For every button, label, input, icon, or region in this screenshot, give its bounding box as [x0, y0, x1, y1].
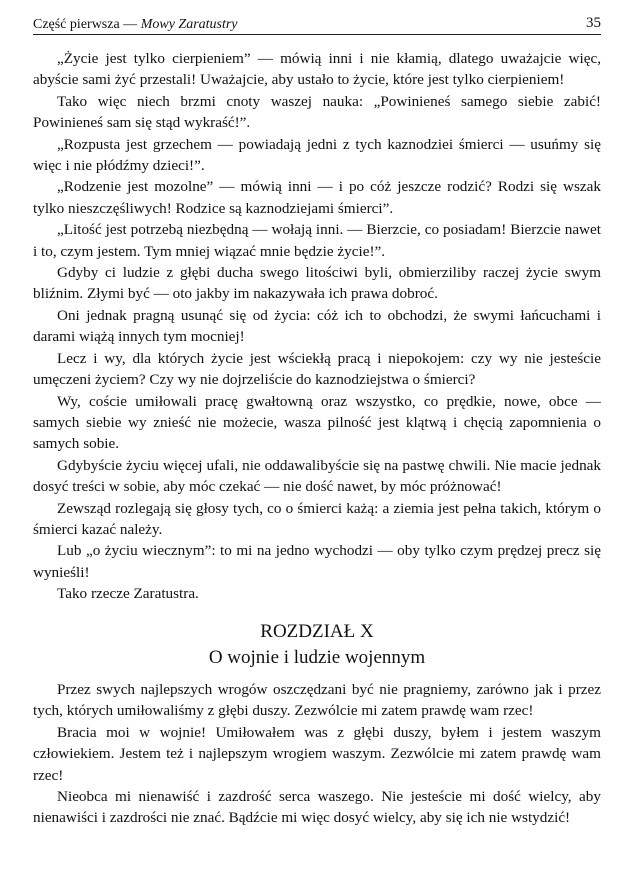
page-number: 35 [586, 15, 601, 31]
running-head-prefix: Część pierwsza — [33, 17, 138, 32]
paragraph: Wy, coście umiłowali pracę gwałtowną oraz wszystko, co prędkie, nowe, obce — samych siebie wy znieść nie możecie, wasza pilność jest klątwą i chęcią zapomnienia o samych sobie. [33, 392, 601, 453]
chapter-body-text [33, 679, 601, 829]
paragraph: Bracia moi w wojnie! Umiłowałem was z głębi duszy, byłem i jestem waszym człowiekiem. Jestem też i najlepszym wrogiem waszym. Zezwólcie mi zatem prawdę wam rzec! [33, 723, 601, 784]
paragraph: Gdybyście życiu więcej ufali, nie oddawalibyście się na pastwę chwili. Nie macie jednak dosyć treści w sobie, aby móc czekać — nie dość nawet, by móc próżnować! [33, 456, 601, 496]
paragraph: Oni jednak pragną usunąć się od życia: cóż ich to obchodzi, że swymi łańcuchami i darami wiążą innych tym mocniej! [33, 306, 601, 346]
paragraph: Tako rzecze Zaratustra. [57, 585, 199, 603]
paragraph: „Życie jest tylko cierpieniem” — mówią inni i nie kłamią, dlatego uważajcie więc, abyście sami żyć przestali! Uważajcie, aby ustało to życie, które jest tylko cierpieniem! [33, 50, 601, 89]
running-head-title: Mowy Zaratustry [140, 17, 238, 32]
paragraph: „Rodzenie jest mozolne” — mówią inni — i po cóż jeszcze rodzić? Rodzi się wszak tylko nieszczęśliwych! Rodzice są kaznodziejami śmierci”. [33, 178, 601, 217]
paragraph: Lecz i wy, dla których życie jest wściekłą pracą i niepokojem: czy wy nie jesteście umęczeni życiem? Czy wy nie dojrzeliście do kaznodziejstwa o śmierci? [33, 349, 601, 389]
chapter-number: ROZDZIAŁ X [260, 621, 374, 642]
chapter-title: O wojnie i ludzie wojennym [208, 647, 426, 668]
running-header [33, 14, 601, 35]
paragraph: Lub „o życiu wiecznym”: to mi na jedno wychodzi — oby tylko czym prędzej precz się wynieśli! [33, 542, 601, 581]
paragraph: Zewsząd rozlegają się głosy tych, co o śmierci każą: a ziemia jest pełna takich, którym o śmierci kazać należy. [33, 499, 601, 538]
paragraph: Tako więc niech brzmi cnoty waszej nauka: „Powinieneś samego siebie zabić! Powinieneś sam się stąd wykraść!”. [33, 92, 601, 132]
body-text [33, 48, 601, 605]
paragraph: Nieobca mi nienawiść i zazdrość serca waszego. Nie jesteście mi dość wielcy, aby nienawiści i zazdrości nie znać. Bądźcie mi więc dosyć wielcy, aby się ich nie wstydzić! [33, 788, 601, 827]
paragraph: „Litość jest potrzebą niezbędną — wołają inni. — Bierzcie, co posiadam! Bierzcie nawet i to, czym jestem. Tym mniej wiązać mnie będzie życie!”. [33, 221, 601, 260]
paragraph: Gdyby ci ludzie z głębi ducha swego litościwi byli, obmierziliby raczej życie swym bliźnim. Złymi być — oto jakby im nakazywała ich prawa dobroć. [33, 264, 601, 303]
paragraph: Przez swych najlepszych wrogów oszczędzani być nie pragniemy, zarówno jak i przez tych, których umiłowaliśmy z głębi duszy. Zezwólcie mi zatem prawdę wam rzec! [33, 681, 601, 720]
paragraph: „Rozpusta jest grzechem — powiadają jedni z tych kaznodziei śmierci — usuńmy się więc i nie płódźmy dzieci!”. [33, 135, 601, 175]
chapter-heading [33, 620, 601, 670]
running-head [33, 16, 238, 34]
